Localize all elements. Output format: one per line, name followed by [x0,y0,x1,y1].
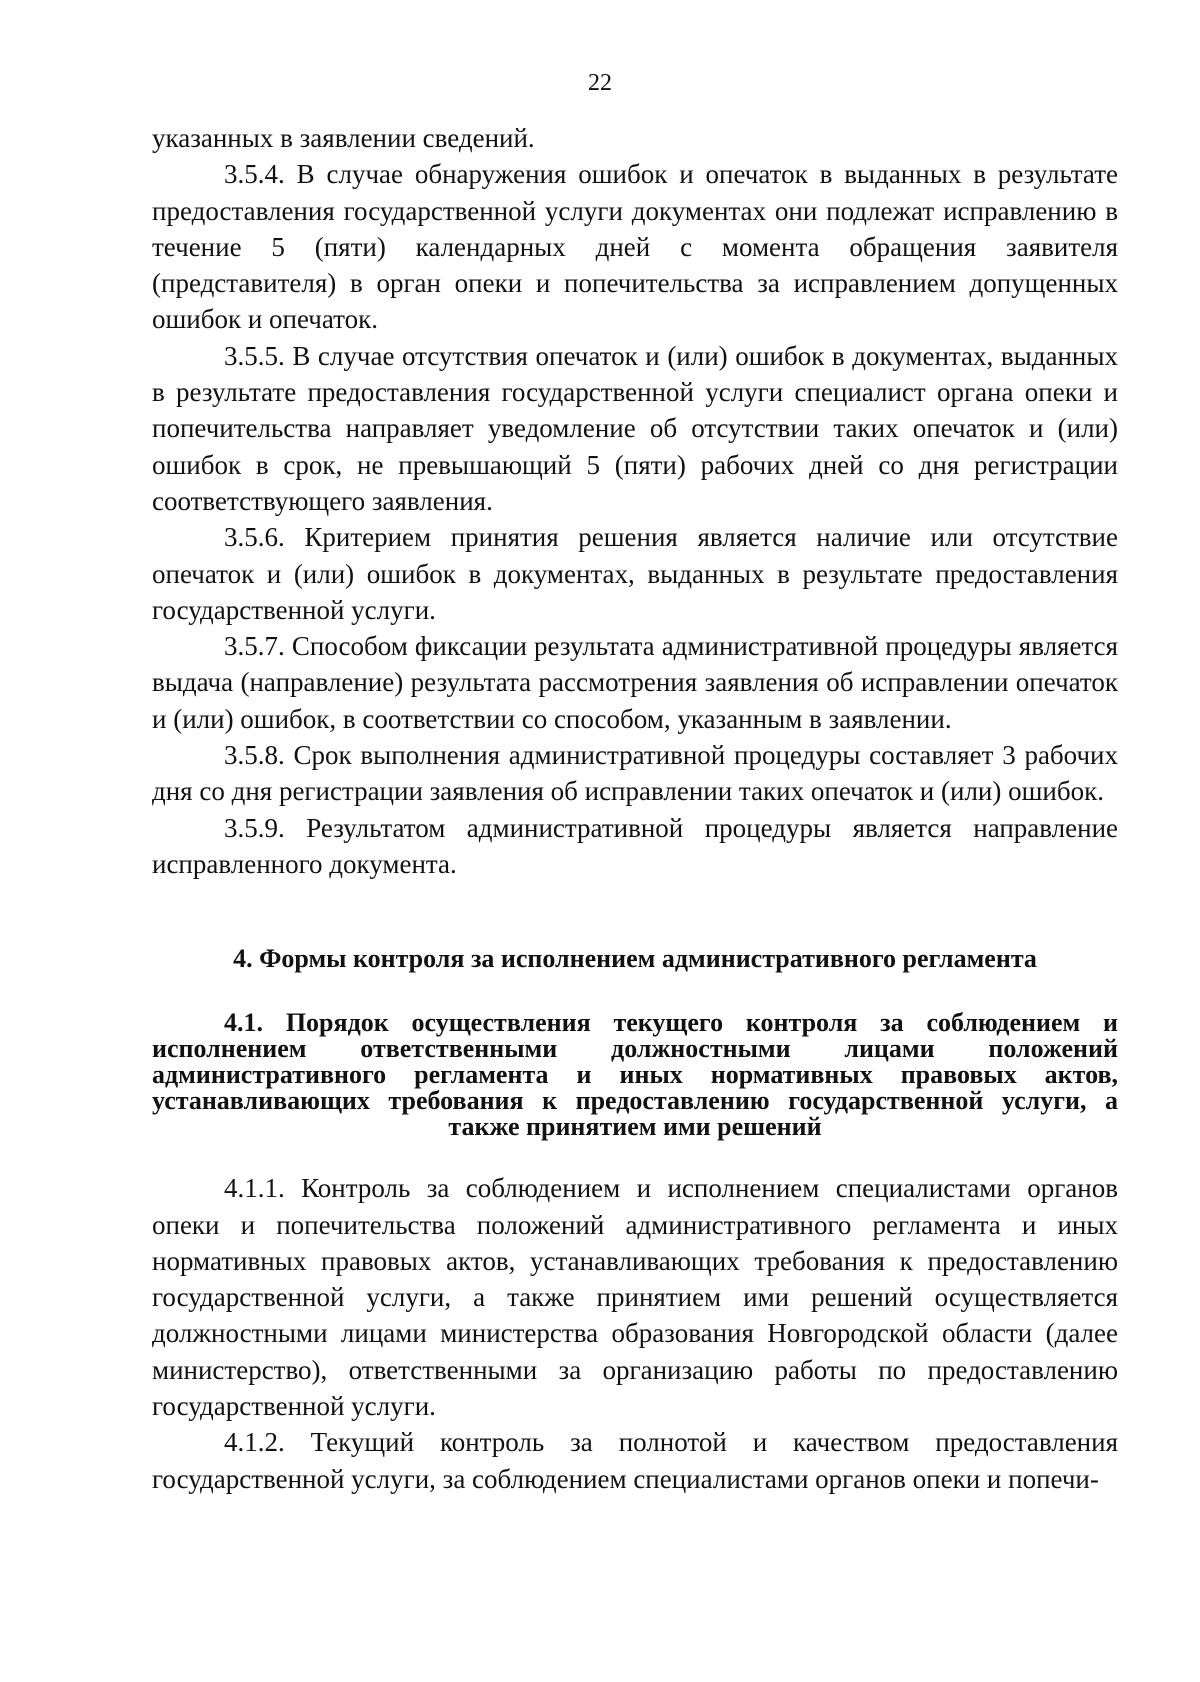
page-number: 22 [588,70,612,96]
paragraph-continuation: указанных в заявлении сведений. [152,123,535,153]
paragraph-3-5-6: 3.5.6. Критерием принятия решения является наличие или отсутствие опечаток и (или) ошибок в документах, выданных в результате предоставления государственной услуги. [152,522,1118,625]
paragraph-3-5-7: 3.5.7. Способом фиксации результата административной процедуры является выдача (направление) результата рассмотрения заявления об исправлении опечаток и (или) ошибок, в соответствии со способом, указанным в заявлении. [152,631,1118,734]
paragraph-3-5-9: 3.5.9. Результатом административной процедуры является направление исправленного документа. [152,812,1118,879]
paragraph-4-1-1: 4.1.1. Контроль за соблюдением и исполнением специалистами органов опеки и попечительства положений административного регламента и иных нормативных правовых актов, устанавливающих требования к предоставлению государственной услуги, а также принятием ими решений осуществляется должностными лицами министерства образования Новгородской области (далее министерство), ответственными за организацию работы по предоставлению государственной услуги. [152,1173,1118,1422]
subsection-heading-4-1: 4.1. Порядок осуществления текущего контроля за соблюдением и исполнением ответственными должностными лицами положений административного регламента и иных нормативных правовых актов, устанавливающих требования к предоставлению государственной услуги, а также принятием ими решений [152,1008,1118,1142]
section-heading-4: 4. Формы контроля за исполнением административного регламента [233,944,1037,974]
paragraph-3-5-5: 3.5.5. В случае отсутствия опечаток и (или) ошибок в документах, выданных в результате предоставления государственной услуги специалист органа опеки и попечительства направляет уведомление об отсутствии таких опечаток и (или) ошибок в срок, не превышающий 5 (пяти) рабочих дней со дня регистрации соответствующего заявления. [152,340,1118,516]
paragraph-3-5-4: 3.5.4. В случае обнаружения ошибок и опечаток в выданных в результате предоставления государственной услуги документах они подлежат исправлению в течение 5 (пяти) календарных дней с момента обращения заявителя (представителя) в орган опеки и попечительства за исправлением допущенных ошибок и опечаток. [152,159,1118,335]
document-body [152,120,1118,1497]
paragraph-4-1-2: 4.1.2. Текущий контроль за полнотой и качеством предоставления государственной услуги, за соблюдением специалистами органов опеки и попечи- [152,1427,1118,1494]
paragraph-3-5-8: 3.5.8. Срок выполнения административной процедуры составляет 3 рабочих дня со дня регистрации заявления об исправлении таких опечаток и (или) ошибок. [152,740,1118,807]
